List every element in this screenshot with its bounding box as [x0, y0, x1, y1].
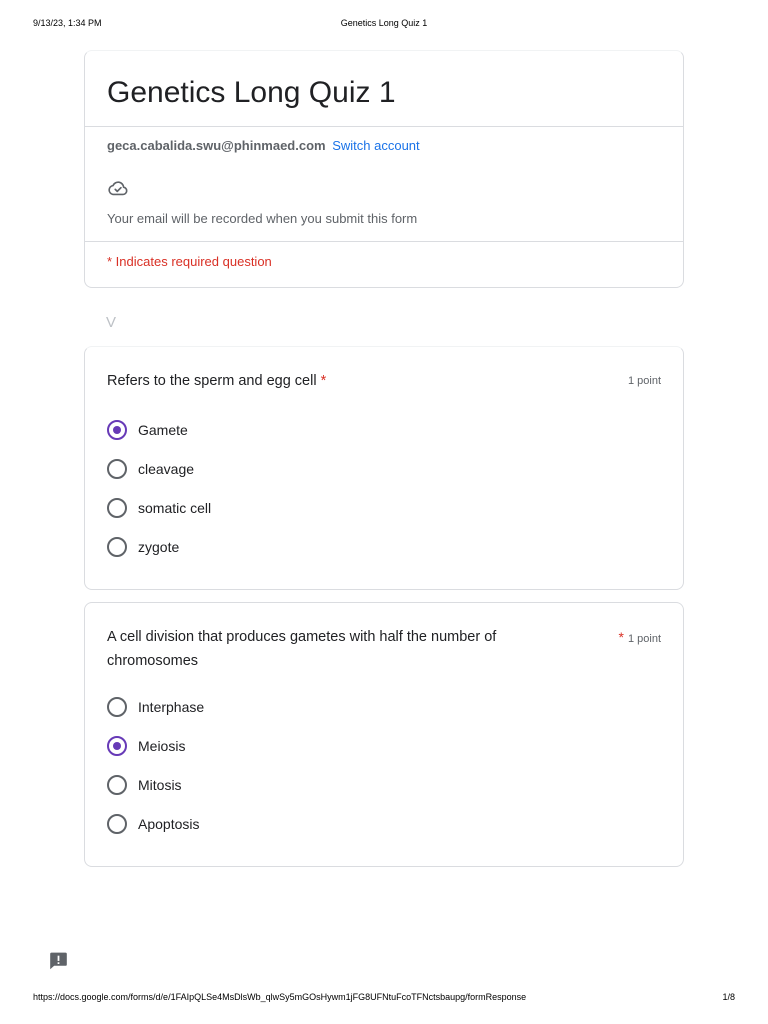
radio-unselected[interactable]: [107, 537, 127, 557]
question-title: [107, 625, 547, 673]
radio-selected[interactable]: [107, 420, 127, 440]
option-interphase[interactable]: [107, 696, 204, 718]
option-cleavage[interactable]: [107, 458, 194, 480]
option-mitosis[interactable]: [107, 774, 182, 796]
question-points: 1 point: [627, 375, 661, 387]
print-url: https://docs.google.com/forms/d/e/1FAIpQLSe4MsDlsWb_qlwSy5mGOsHywm1jFG8UFNtuFcoTFNctsbaupg/formResponse: [33, 992, 527, 1002]
option-label: Mitosis: [138, 777, 182, 793]
radio-selected[interactable]: [107, 736, 127, 756]
option-label: cleavage: [138, 461, 195, 477]
radio-unselected[interactable]: [107, 697, 127, 717]
print-header: [33, 18, 735, 32]
cloud-check-icon: [107, 177, 129, 199]
required-asterisk: *: [320, 373, 327, 389]
option-apoptosis[interactable]: [107, 813, 199, 835]
question-card-1: [84, 346, 684, 590]
radio-unselected[interactable]: [107, 459, 127, 479]
option-label: Apoptosis: [138, 816, 200, 832]
option-label: somatic cell: [138, 500, 212, 516]
required-note: * Indicates required question: [107, 254, 272, 269]
print-title: Genetics Long Quiz 1: [340, 18, 428, 28]
header-divider: [85, 126, 683, 127]
account-row: [107, 138, 420, 154]
question-points: [619, 629, 661, 645]
email-record-note: Your email will be recorded when you submit this form: [107, 211, 418, 226]
account-email: geca.cabalida.swu@phinmaed.com: [107, 138, 326, 153]
switch-account-link[interactable]: Switch account: [332, 138, 420, 153]
question-title: [107, 369, 547, 393]
option-meiosis[interactable]: [107, 735, 185, 757]
option-label: zygote: [138, 539, 180, 555]
points-label: 1 point: [627, 633, 661, 645]
form-title: Genetics Long Quiz 1: [107, 76, 396, 109]
required-divider: [85, 241, 683, 242]
section-marker: V: [106, 314, 117, 331]
report-feedback-icon[interactable]: [48, 950, 69, 971]
required-asterisk: *: [618, 629, 624, 645]
option-label: Gamete: [138, 422, 188, 438]
option-label: Meiosis: [138, 738, 186, 754]
form-header-card: [84, 50, 684, 288]
print-footer: [33, 992, 735, 1006]
question-text: A cell division that produces gametes with half the number of chromosomes: [107, 629, 497, 669]
option-somatic-cell[interactable]: [107, 497, 211, 519]
radio-unselected[interactable]: [107, 498, 127, 518]
option-zygote[interactable]: [107, 536, 179, 558]
radio-unselected[interactable]: [107, 775, 127, 795]
radio-unselected[interactable]: [107, 814, 127, 834]
option-gamete[interactable]: [107, 419, 188, 441]
print-date: 9/13/23, 1:34 PM: [33, 18, 102, 28]
option-label: Interphase: [138, 699, 205, 715]
print-page-number: 1/8: [722, 992, 735, 1002]
question-card-2: [84, 602, 684, 867]
question-text: Refers to the sperm and egg cell: [107, 373, 317, 389]
